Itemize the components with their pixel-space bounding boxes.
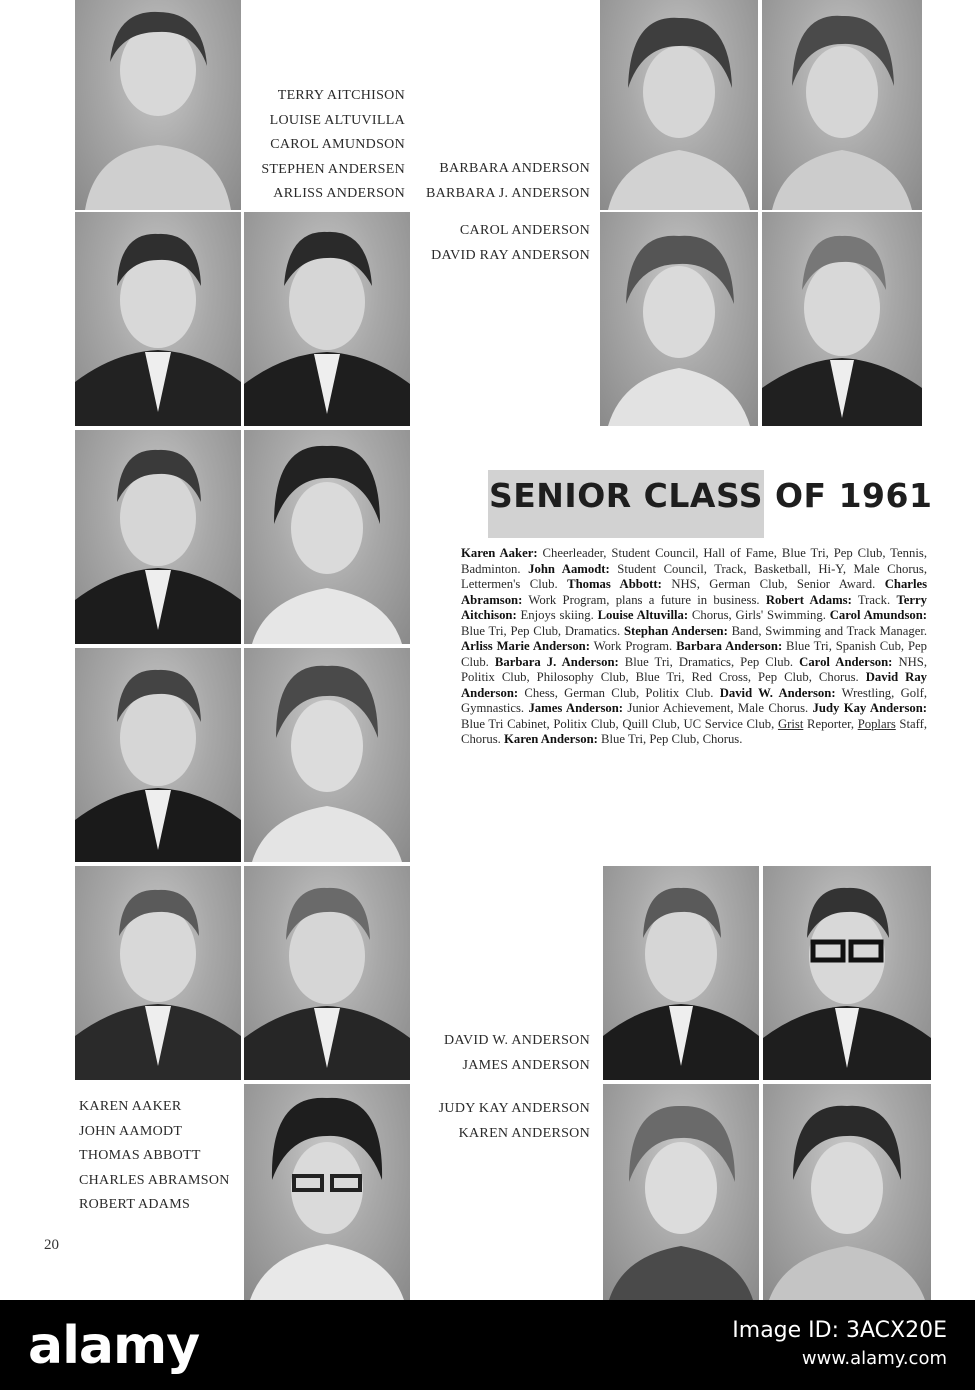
student-name: CAROL AMUNDSON xyxy=(270,137,405,152)
bio-text: Work Program, plans a future in business. xyxy=(528,592,760,607)
bio-text: Enjoys skiing. xyxy=(520,608,594,622)
portrait-silhouette xyxy=(603,1084,759,1300)
bio-name: James Anderson: xyxy=(528,701,624,715)
bio-text: Staff, Chorus. xyxy=(461,716,927,746)
portrait-photo-arliss-anderson xyxy=(244,1084,410,1300)
student-name: STEPHEN ANDERSEN xyxy=(261,161,405,177)
student-name: JOHN AAMODT xyxy=(79,1123,183,1139)
student-name: THOMAS ABBOTT xyxy=(79,1148,201,1163)
bio-text: Chorus, Girls' Swimming. xyxy=(691,608,826,622)
portrait-silhouette xyxy=(603,866,759,1080)
portrait-photo-barbara-j-anderson xyxy=(762,0,922,210)
bio-text: Blue Tri, Spanish Cub, Pep Club. xyxy=(461,639,927,669)
portrait-photo-david-ray-anderson xyxy=(762,212,922,426)
student-name: BARBARA ANDERSON xyxy=(439,161,590,176)
bio-name: David W. Anderson: xyxy=(719,685,836,700)
student-name: CAROL ANDERSON xyxy=(459,223,590,238)
bio-text: Work Program. xyxy=(593,639,673,653)
name-list-mid-right-b xyxy=(439,1097,590,1146)
bio-name: Robert Adams: xyxy=(765,592,852,607)
portrait-photo-karen-aaker xyxy=(75,212,241,426)
bio-name: Carol Anderson: xyxy=(799,654,893,669)
name-list-bottom-left xyxy=(79,1095,230,1218)
student-name: ROBERT ADAMS xyxy=(79,1197,191,1212)
portrait-silhouette xyxy=(762,0,922,210)
portrait-photo-stephen-andersen xyxy=(244,866,410,1080)
bio-name: Charles Abramson: xyxy=(461,577,928,607)
watermark-footer xyxy=(0,1300,975,1390)
name-list-top-right-b xyxy=(431,219,590,268)
student-name: DAVID W. ANDERSON xyxy=(443,1033,590,1048)
portrait-photo-carol-amundson xyxy=(244,648,410,862)
bio-text: Chess, German Club, Politix Club. xyxy=(524,685,714,700)
student-name: JUDY KAY ANDERSON xyxy=(438,1101,590,1116)
bio-name: Karen Anderson: xyxy=(504,732,598,746)
portrait-silhouette xyxy=(600,212,758,426)
portrait-silhouette xyxy=(244,648,410,862)
portrait-silhouette xyxy=(244,866,410,1080)
portrait-silhouette xyxy=(763,1084,931,1300)
bio-text: NHS, German Club, Senior Award. xyxy=(671,577,876,591)
alamy-logo: alamy xyxy=(28,1316,200,1376)
bio-text: Band, Swimming and Track Manager. xyxy=(731,623,928,638)
portrait-photo-karen-anderson xyxy=(763,1084,931,1300)
portrait-photo-robert-adams xyxy=(75,866,241,1080)
bio-name: Judy Kay Anderson: xyxy=(812,701,928,715)
bio-name: Barbara Anderson: xyxy=(676,639,783,653)
page-number: 20 xyxy=(44,1237,59,1253)
portrait-silhouette xyxy=(75,0,241,210)
student-name: KAREN ANDERSON xyxy=(458,1125,590,1141)
student-name: DAVID RAY ANDERSON xyxy=(431,247,590,263)
bio-text: Track. xyxy=(857,592,891,607)
name-list-top-left xyxy=(261,84,405,207)
bio-name: John Aamodt: xyxy=(528,561,610,576)
portrait-photo-john-aamodt xyxy=(244,212,410,426)
student-name: TERRY AITCHISON xyxy=(277,88,405,103)
bio-text: NHS, Politix Club, Philosophy Club, Blue Tri, Red Cross, Pep Club, Chorus. xyxy=(461,654,927,684)
portrait-photo-james-anderson xyxy=(763,866,931,1080)
bio-name: Louise Altuvilla: xyxy=(597,608,689,622)
portrait-silhouette xyxy=(75,866,241,1080)
bio-underlined: Poplars xyxy=(857,716,896,731)
bio-text: Blue Tri, Pep Club, Dramatics. xyxy=(461,623,621,638)
bio-name: Arliss Marie Anderson: xyxy=(461,639,590,653)
page-title: SENIOR CLASS OF 1961 xyxy=(489,476,933,515)
portrait-silhouette xyxy=(75,212,241,426)
bio-name: David Ray Anderson: xyxy=(461,670,928,700)
bio-paragraph xyxy=(461,546,927,748)
bio-text: Cheerleader, Student Council, Hall of Fame, Blue Tri, Pep Club, Tennis, Badminton. xyxy=(461,546,928,576)
portrait-silhouette xyxy=(75,430,241,644)
student-name: CHARLES ABRAMSON xyxy=(79,1172,230,1188)
portrait-silhouette xyxy=(75,648,241,862)
image-id-label: Image ID: 3ACX20E xyxy=(732,1318,947,1343)
bio-text: Blue Tri, Pep Club, Chorus. xyxy=(601,732,743,746)
bio-text: Blue Tri, Dramatics, Pep Club. xyxy=(624,654,794,669)
name-list-mid-right-a xyxy=(444,1029,590,1078)
portrait-photo-terry-aitchison xyxy=(75,0,241,210)
portrait-silhouette xyxy=(244,1084,410,1300)
bio-text: Reporter, xyxy=(806,716,855,731)
student-name: BARBARA J. ANDERSON xyxy=(425,185,590,201)
student-name: LOUISE ALTUVILLA xyxy=(269,112,405,128)
portrait-silhouette xyxy=(600,0,758,210)
bio-name: Thomas Abbott: xyxy=(567,577,662,591)
portrait-silhouette xyxy=(244,430,410,644)
portrait-photo-thomas-abbott xyxy=(75,430,241,644)
portrait-photo-louise-altuvilla xyxy=(244,430,410,644)
portrait-silhouette xyxy=(762,212,922,426)
portrait-photo-charles-abramson xyxy=(75,648,241,862)
name-list-top-right-a xyxy=(426,157,590,206)
footer-info xyxy=(732,1316,947,1372)
bio-text: Blue Tri Cabinet, Politix Club, Quill Club, UC Service Club, xyxy=(461,716,775,731)
bio-text: Wrestling, Golf, Gymnastics. xyxy=(461,685,928,715)
portrait-photo-barbara-anderson xyxy=(600,0,758,210)
portrait-silhouette xyxy=(763,866,931,1080)
student-name: ARLISS ANDERSON xyxy=(273,186,405,201)
site-url: www.alamy.com xyxy=(801,1348,947,1369)
bio-name: Karen Aaker: xyxy=(461,546,538,560)
portrait-photo-judy-kay-anderson xyxy=(603,1084,759,1300)
bio-name: Carol Amundson: xyxy=(829,608,928,622)
bio-name: Terry Aitchison: xyxy=(461,592,928,622)
portrait-photo-carol-anderson xyxy=(600,212,758,426)
bio-text: Student Council, Track, Basketball, Hi-Y, Male Chorus, Lettermen's Club. xyxy=(461,561,928,591)
bio-name: Barbara J. Anderson: xyxy=(494,654,619,669)
portrait-photo-david-w-anderson xyxy=(603,866,759,1080)
bio-underlined: Grist xyxy=(777,716,804,731)
student-name: JAMES ANDERSON xyxy=(462,1057,590,1073)
student-name: KAREN AAKER xyxy=(79,1099,182,1114)
bio-name: Stephan Andersen: xyxy=(623,623,728,638)
bio-text: Junior Achievement, Male Chorus. xyxy=(627,701,809,715)
portrait-silhouette xyxy=(244,212,410,426)
